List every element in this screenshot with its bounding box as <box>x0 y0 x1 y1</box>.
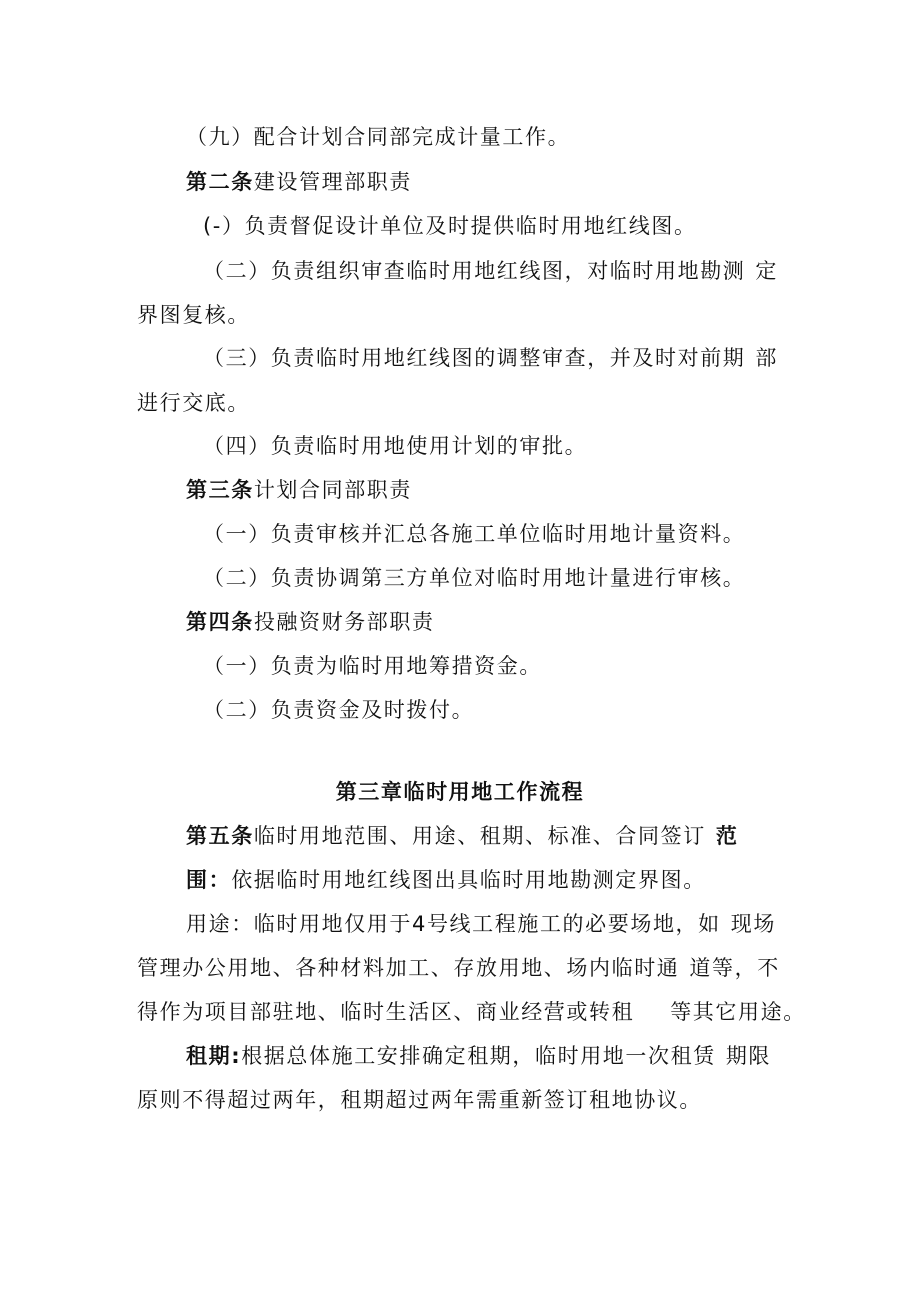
article-2-title: 建设管理部职责 <box>253 170 413 194</box>
article-2-item-2-tail: 定 <box>755 259 779 283</box>
article-3-title: 计划合同部职责 <box>253 478 413 502</box>
article-4-item-1-text: （一）负责为临时用地筹措资金。 <box>203 654 542 678</box>
scope-text: 依据临时用地红线图出具临时用地勘测定界图。 <box>231 868 706 892</box>
purpose-tail: 现场 <box>730 912 776 936</box>
article-2-item-4 <box>203 433 587 459</box>
scope-paragraph <box>186 867 706 893</box>
article-3-heading <box>186 477 412 503</box>
article-4-item-2-text: （二）负责资金及时拨付。 <box>203 698 475 722</box>
article-2-item-3-cont-text: 进行交底。 <box>137 391 250 415</box>
chapter-3-title: 第三章临时用地工作流程 <box>335 780 585 804</box>
term-tail: 期限 <box>725 1044 772 1068</box>
purpose-paragraph-line-2 <box>137 955 780 981</box>
article-2-label: 第二条 <box>186 170 254 194</box>
article-4-item-1 <box>203 653 542 679</box>
article-4-heading <box>186 609 435 635</box>
term-line-2-text: 原则不得超过两年，租期超过两年需重新签订租地协议。 <box>137 1088 702 1112</box>
article-5-title: 临时用地范围、用途、租期、标准、合同签订 <box>253 824 706 848</box>
clause-item-9 <box>186 124 570 150</box>
term-text: 根据总体施工安排确定租期，临时用地一次租赁 <box>241 1044 716 1068</box>
purpose-paragraph-line-3 <box>137 999 806 1025</box>
article-2-heading <box>186 169 412 195</box>
article-3-item-2 <box>203 565 745 591</box>
article-3-item-1-text: （一）负责审核并汇总各施工单位临时用地计量资料。 <box>203 522 746 546</box>
article-2-item-2-cont-text: 界图复核。 <box>137 303 250 327</box>
article-3-item-2-text: （二）负责协调第三方单位对临时用地计量进行审核。 <box>203 566 746 590</box>
article-2-item-3-tail: 部 <box>755 346 779 370</box>
term-paragraph-line-2 <box>137 1087 702 1113</box>
purpose-line-3-text: 得作为项目部驻地、临时生活区、商业经营或转租 <box>137 1000 635 1024</box>
article-2-item-3-cont <box>137 390 250 416</box>
purpose-text: 用途：临时用地仅用于4号线工程施工的必要场地，如 <box>186 912 721 936</box>
purpose-line-2-text: 管理办公用地、各种材料加工、存放用地、场内临时通 <box>137 956 680 980</box>
article-4-item-2 <box>203 697 474 723</box>
article-2-item-3-text: （三）负责临时用地红线图的调整审查，并及时对前期 <box>203 346 746 370</box>
article-3-label: 第三条 <box>186 478 254 502</box>
term-paragraph <box>186 1043 771 1069</box>
term-label: 租期: <box>186 1044 242 1068</box>
article-4-label: 第四条 <box>186 610 254 634</box>
article-5-heading <box>186 823 738 849</box>
article-2-item-4-text: （四）负责临时用地使用计划的审批。 <box>203 434 588 458</box>
article-2-item-2 <box>203 258 778 284</box>
article-2-item-1-text: (-）负责督促设计单位及时提供临时用地红线图。 <box>203 214 697 238</box>
article-5-label: 第五条 <box>186 824 254 848</box>
article-2-item-2-cont <box>137 302 250 328</box>
article-3-item-1 <box>203 521 745 547</box>
purpose-line-2-tail: 道等，不 <box>689 956 780 980</box>
clause-item-9-text: （九）配合计划合同部完成计量工作。 <box>186 125 571 149</box>
scope-label: 围： <box>186 868 232 892</box>
article-2-item-3 <box>203 345 778 371</box>
article-2-item-1 <box>203 213 697 239</box>
article-5-tail: 范 <box>715 824 739 848</box>
article-2-item-2-text: （二）负责组织审查临时用地红线图，对临时用地勘测 <box>203 259 746 283</box>
purpose-paragraph <box>186 911 776 937</box>
purpose-line-3-tail: 等其它用途。 <box>670 1000 806 1024</box>
article-4-title: 投融资财务部职责 <box>253 610 435 634</box>
